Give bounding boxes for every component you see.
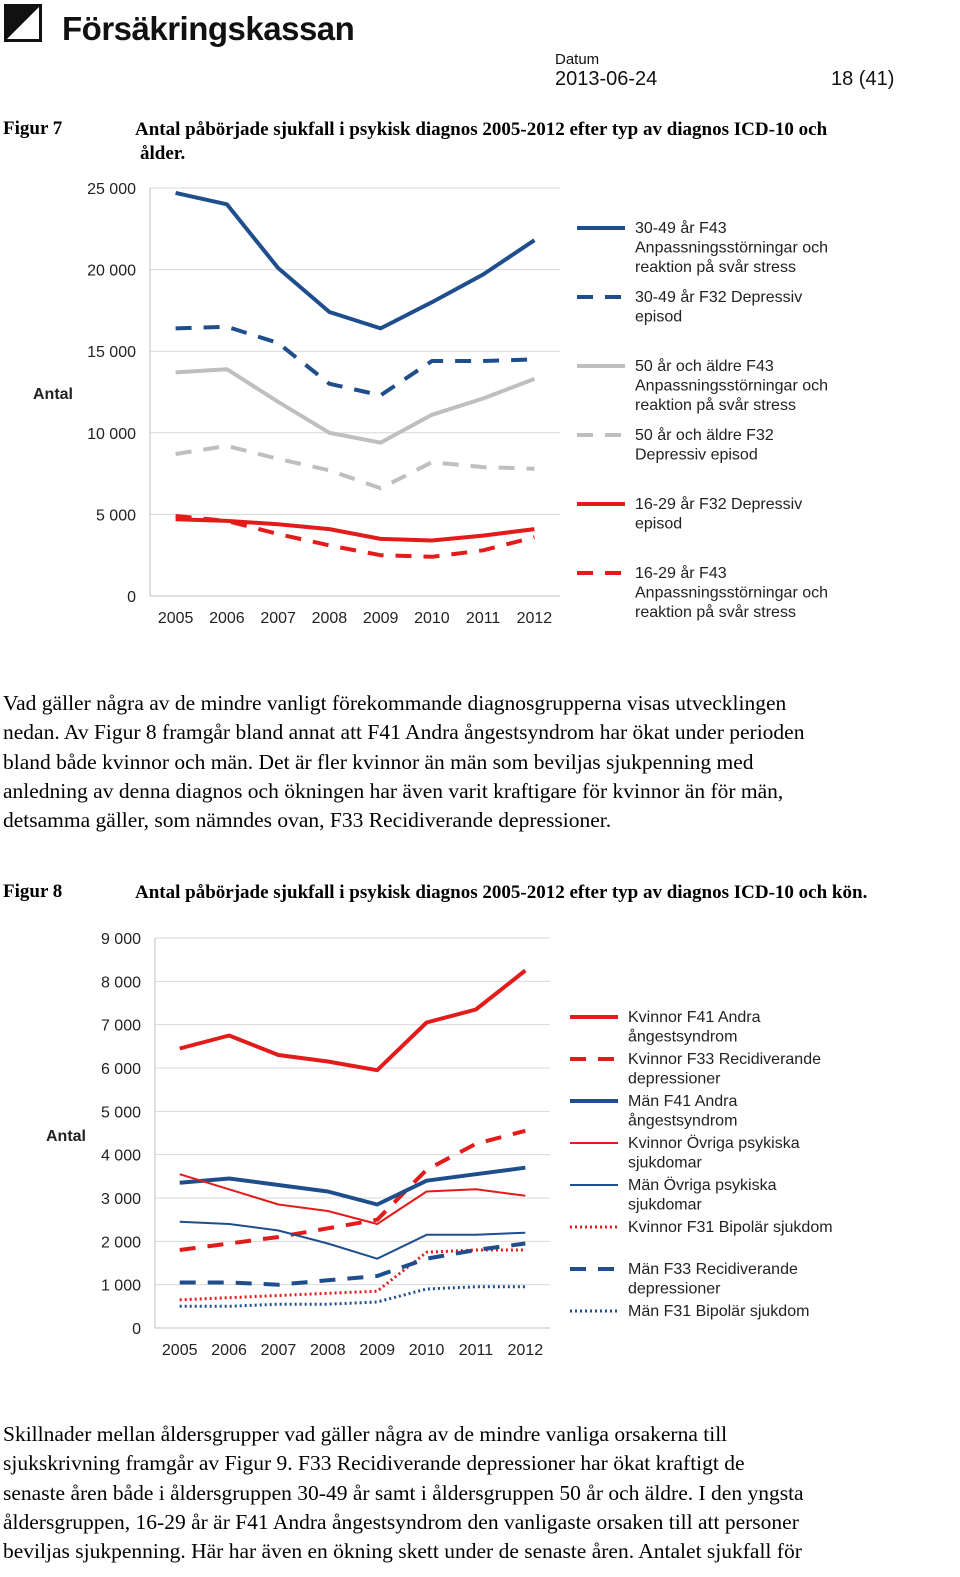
figure7-chart (0, 170, 960, 640)
figure8-label: Figur 8 (3, 881, 63, 902)
series-line (176, 369, 535, 442)
x-tick-label: 2007 (260, 610, 296, 627)
series-line (180, 1168, 526, 1205)
x-tick-label: 2008 (311, 610, 348, 627)
legend-label: depressioner (628, 1280, 721, 1298)
legend-label: Män F41 Andra (628, 1093, 738, 1110)
legend-label: Kvinnor F33 Recidiverande (628, 1051, 821, 1068)
y-axis-title: Antal (33, 386, 73, 403)
x-tick-label: 2012 (507, 1342, 544, 1359)
legend-label: sjukdomar (628, 1154, 702, 1172)
figure7-caption-line2: ålder. (140, 143, 186, 164)
y-tick-label: 3 000 (100, 1191, 141, 1208)
paragraph-1-line: anledning av denna diagnos och ökningen har även varit kraftigare för kvinnor än för män, (3, 778, 784, 803)
legend-label: Anpassningsstörningar och (635, 377, 829, 395)
series-line (180, 1244, 526, 1285)
legend-label: 30-49 år F43 (635, 220, 727, 237)
legend-label: Anpassningsstörningar och (635, 584, 829, 602)
figure7-caption (135, 118, 827, 166)
paragraph-1-line: detsamma gäller, som nämndes ovan, F33 Recidiverande depressioner. (3, 808, 612, 833)
legend-label: Män Övriga psykiska (628, 1177, 777, 1194)
paragraph-2-line: sjukskrivning framgår av Figur 9. F33 Recidiverande depressioner har ökat kraftigt de (3, 1451, 745, 1476)
y-axis-title: Antal (46, 1128, 86, 1145)
figure7-label: Figur 7 (3, 118, 63, 139)
series-line (176, 446, 535, 488)
legend-label: Kvinnor F31 Bipolär sjukdom (628, 1219, 833, 1236)
legend-label: reaktion på svår stress (635, 259, 796, 276)
series-line (180, 971, 526, 1071)
x-tick-label: 2010 (414, 610, 450, 627)
logo-text: Försäkringskassan (62, 10, 355, 47)
y-tick-label: 5 000 (95, 507, 136, 525)
x-tick-label: 2011 (458, 1342, 494, 1359)
legend-label: reaktion på svår stress (635, 604, 796, 621)
legend-label: 50 år och äldre F43 (635, 358, 774, 375)
paragraph-2-line: Skillnader mellan åldersgrupper vad gäller några av de mindre vanliga orsakerna till (3, 1422, 728, 1446)
legend-label: ångestsyndrom (628, 1112, 738, 1130)
date-label: Datum (555, 51, 600, 68)
y-tick-label: 20 000 (87, 262, 136, 280)
y-tick-label: 5 000 (100, 1104, 141, 1122)
series-line (180, 1250, 526, 1300)
legend-label: episod (635, 308, 683, 326)
legend-label: episod (635, 515, 683, 533)
paragraph-2-line: senaste åren både i åldersgruppen 30-49 år samt i åldersgruppen 50 år och äldre. I den yngsta (3, 1480, 804, 1505)
figure8-chart (0, 920, 960, 1370)
legend-label: 16-29 år F32 Depressiv (635, 496, 803, 513)
paragraph-1-line: nedan. Av Figur 8 framgår bland annat att F41 Andra ångestsyndrom har ökat under perioden (3, 720, 805, 745)
series-line (176, 193, 535, 329)
legend-label: Kvinnor F41 Andra (628, 1009, 761, 1026)
x-tick-label: 2009 (362, 610, 399, 627)
y-tick-label: 1 000 (100, 1277, 141, 1295)
legend-label: Kvinnor Övriga psykiska (628, 1135, 800, 1152)
series-line (176, 519, 535, 540)
figure7-caption-line1: Antal påbörjade sjukfall i psykisk diagnos 2005-2012 efter typ av diagnos ICD-10 och (135, 119, 828, 140)
y-tick-label: 9 000 (100, 931, 141, 948)
x-tick-label: 2009 (359, 1342, 395, 1359)
figure8-caption: Antal påbörjade sjukfall i psykisk diagnos 2005-2012 efter typ av diagnos ICD-10 och kön. (135, 882, 868, 903)
logo-mark (4, 4, 42, 42)
legend-label: 50 år och äldre F32 (635, 427, 774, 444)
y-tick-label: 0 (132, 1321, 141, 1338)
x-tick-label: 2008 (310, 1342, 346, 1359)
x-tick-label: 2012 (516, 610, 553, 627)
page-number: 18 (41) (831, 68, 895, 90)
series-line (180, 1222, 526, 1259)
y-tick-label: 15 000 (87, 344, 136, 362)
x-tick-label: 2006 (211, 1342, 247, 1359)
x-tick-label: 2011 (465, 610, 501, 627)
paragraph-1-line: bland både kvinnor och män. Det är fler kvinnor än män som beviljas sjukpenning med (3, 749, 754, 774)
legend-label: Depressiv episod (635, 446, 758, 464)
paragraph-1-line: Vad gäller några av de mindre vanligt förekommande diagnosgrupperna visas utvecklingen (3, 691, 787, 715)
x-tick-label: 2005 (161, 1342, 198, 1359)
y-tick-label: 4 000 (100, 1147, 141, 1165)
legend-label: reaktion på svår stress (635, 397, 796, 414)
paragraph-2-line: beviljas sjukpenning. Här har även en ökning skett under de senaste åren. Antalet sjukfall för (3, 1539, 802, 1564)
y-tick-label: 2 000 (100, 1234, 141, 1252)
x-tick-label: 2006 (209, 610, 245, 627)
date-value: 2013-06-24 (555, 68, 658, 90)
series-line (176, 327, 535, 396)
legend-label: depressioner (628, 1070, 721, 1088)
legend-label: sjukdomar (628, 1196, 702, 1214)
legend-label: 30-49 år F32 Depressiv (635, 289, 803, 306)
legend-label: ångestsyndrom (628, 1028, 738, 1046)
legend-label: Anpassningsstörningar och (635, 239, 829, 257)
x-tick-label: 2007 (260, 1342, 297, 1359)
y-tick-label: 8 000 (100, 974, 141, 992)
paragraph-2-line: åldersgruppen, 16-29 år är F41 Andra ångestsyndrom den vanligaste orsaken till att personer (3, 1509, 799, 1534)
legend-label: 16-29 år F43 (635, 565, 727, 582)
y-tick-label: 25 000 (87, 181, 136, 198)
paragraph-1 (3, 689, 958, 835)
paragraph-2 (3, 1420, 958, 1566)
legend-label: Män F31 Bipolär sjukdom (628, 1303, 810, 1320)
y-tick-label: 6 000 (100, 1061, 141, 1078)
legend-label: Män F33 Recidiverande (628, 1261, 798, 1278)
y-tick-label: 7 000 (100, 1017, 141, 1035)
y-tick-label: 10 000 (87, 425, 136, 443)
x-tick-label: 2010 (408, 1342, 445, 1359)
x-tick-label: 2005 (157, 610, 194, 627)
y-tick-label: 0 (127, 589, 136, 606)
